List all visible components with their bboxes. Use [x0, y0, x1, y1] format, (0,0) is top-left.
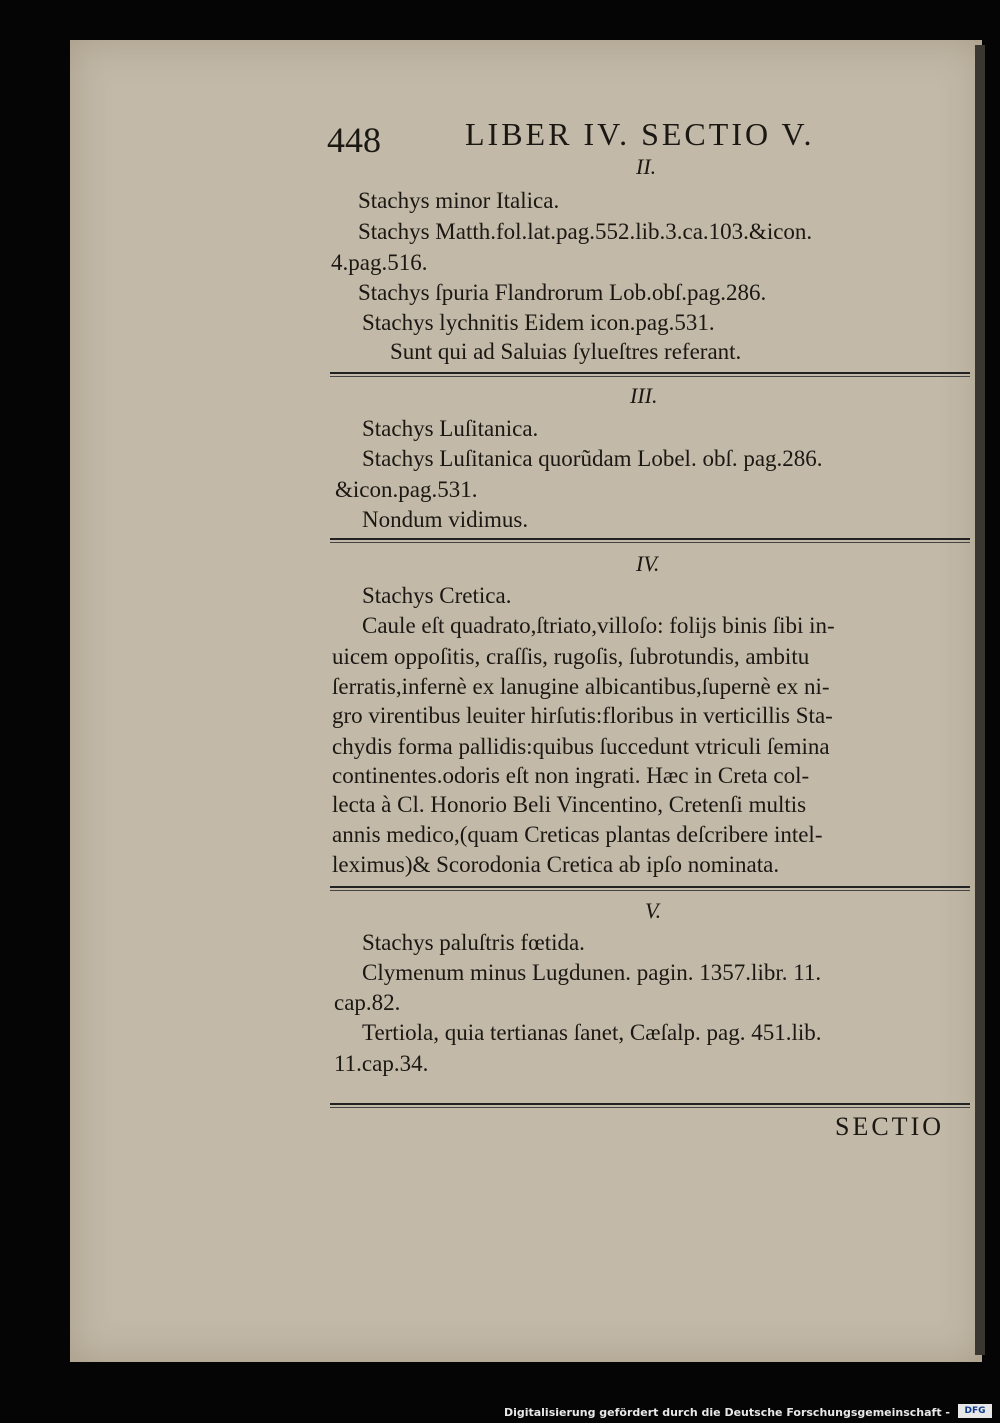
text-line: Tertiola, quia tertianas ſanet, Cæſalp. pag. 451.lib.	[362, 1020, 822, 1045]
page-number: 448	[327, 120, 381, 160]
text-line: annis medico,(quam Creticas plantas deſcribere intel-	[332, 822, 823, 847]
dfg-logo-icon: DFG	[958, 1404, 992, 1418]
text-line: 4.pag.516.	[331, 250, 428, 275]
digitization-footer	[0, 1398, 1000, 1423]
text-line: Stachys Luſitanica quorũdam Lobel. obſ. pag.286.	[362, 446, 823, 471]
section-numeral: V.	[645, 898, 662, 923]
text-line: chydis forma pallidis:quibus ſuccedunt vtriculi ſemina	[332, 734, 830, 759]
text-line: lecta à Cl. Honorio Beli Vincentino, Cretenſi multis	[332, 792, 807, 817]
text-line: leximus)& Scorodonia Cretica ab ipſo nominata.	[332, 852, 780, 877]
section-divider	[330, 1103, 970, 1108]
section-divider	[330, 372, 970, 377]
section-divider	[330, 538, 970, 543]
text-line: Stachys ſpuria Flandrorum Lob.obſ.pag.286.	[358, 280, 767, 305]
text-line: &icon.pag.531.	[335, 477, 478, 502]
section-divider	[330, 886, 970, 891]
text-line: Stachys Cretica.	[362, 583, 512, 608]
section-numeral: III.	[630, 383, 658, 408]
text-line: gro virentibus leuiter hirſutis:floribus in verticillis Sta-	[332, 703, 833, 728]
text-line: uicem oppoſitis, craſſis, rugoſis, ſubrotundis, ambitu	[332, 644, 810, 669]
text-line: Stachys lychnitis Eidem icon.pag.531.	[362, 310, 715, 335]
text-line: Nondum vidimus.	[362, 507, 529, 532]
text-line: Sunt qui ad Saluias ſylueſtres referant.	[390, 339, 742, 364]
section-numeral: IV.	[636, 551, 660, 576]
text-line: Stachys minor Italica.	[358, 188, 560, 213]
text-line: 11.cap.34.	[334, 1051, 429, 1076]
text-line: ſerratis,infernè ex lanugine albicantibus,ſupernè ex ni-	[332, 674, 830, 699]
footer-text: Digitalisierung gefördert durch die Deutsche Forschungsgemeinschaft -	[503, 1406, 950, 1419]
catchword: SECTIO	[835, 1112, 944, 1141]
text-line: Caule eſt quadrato,ſtriato,villoſo: folijs binis ſibi in-	[362, 613, 835, 638]
text-line: continentes.odoris eſt non ingrati. Hæc in Creta col-	[332, 763, 810, 788]
running-title: LIBER IV. SECTIO V.	[465, 116, 815, 152]
page-edge	[975, 45, 985, 1355]
text-line: Stachys paluſtris fœtida.	[362, 930, 585, 955]
text-line: Stachys Matth.fol.lat.pag.552.lib.3.ca.103.&icon.	[358, 219, 813, 244]
section-numeral: II.	[636, 154, 657, 179]
text-line: cap.82.	[334, 990, 401, 1015]
text-line: Stachys Luſitanica.	[362, 416, 539, 441]
text-line: Clymenum minus Lugdunen. pagin. 1357.libr. 11.	[362, 960, 822, 985]
